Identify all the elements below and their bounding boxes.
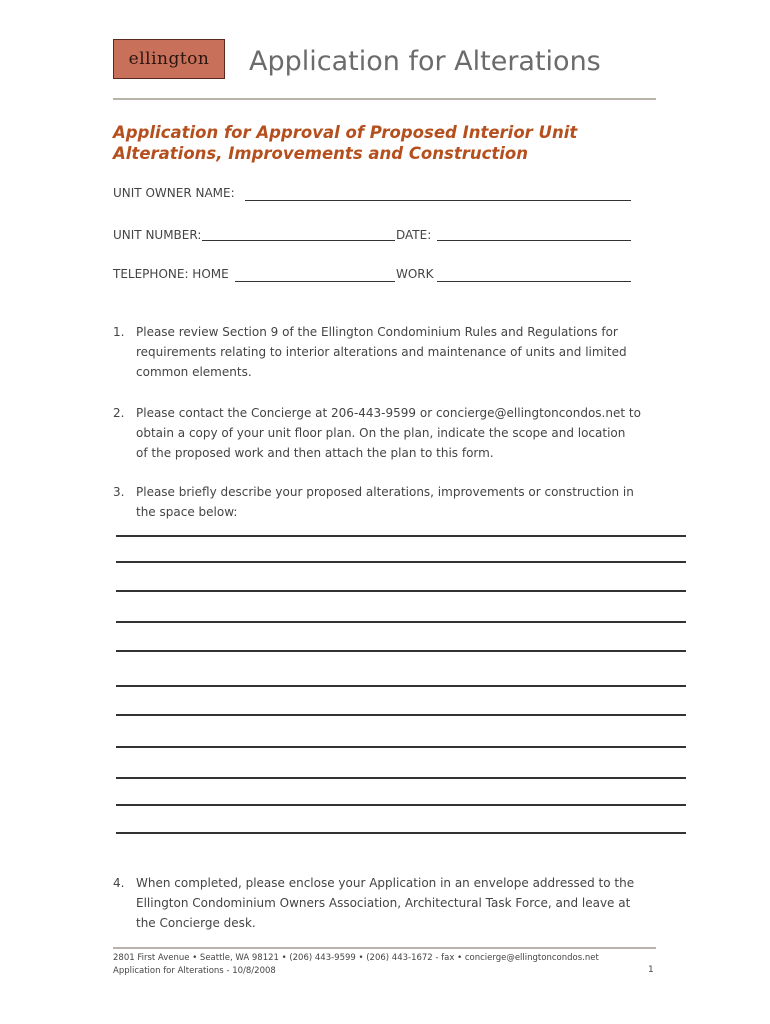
item-text-line: When completed, please enclose your Application in an envelope addressed to the <box>136 876 635 890</box>
item-text-line: requirements relating to interior alterations and maintenance of units and limited <box>136 345 627 359</box>
date-label: DATE: <box>396 228 432 242</box>
description-line[interactable] <box>116 535 686 537</box>
description-line[interactable] <box>116 590 686 592</box>
item-text-line: common elements. <box>136 365 252 379</box>
item-text-line: Ellington Condominium Owners Association, Architectural Task Force, and leave at <box>136 896 631 910</box>
description-line[interactable] <box>116 777 686 779</box>
item-number: 3. <box>113 485 125 499</box>
owner-name-field[interactable] <box>245 200 631 201</box>
description-line[interactable] <box>116 685 686 687</box>
item-number: 2. <box>113 406 125 420</box>
telephone-home-field[interactable] <box>235 281 395 282</box>
item-text-line: Please contact the Concierge at 206-443-9599 or concierge@ellingtoncondos.net to <box>136 406 641 420</box>
item-text-line: the Concierge desk. <box>136 916 256 930</box>
footer-address: 2801 First Avenue • Seattle, WA 98121 • (206) 443-9599 • (206) 443-1672 - fax • concierge@ellingtoncondos.net <box>113 953 599 963</box>
header-divider <box>113 98 656 100</box>
item-text-line: Please briefly describe your proposed alterations, improvements or construction in <box>136 485 634 499</box>
footer-divider <box>113 947 656 949</box>
instruction-item-2 <box>113 403 658 465</box>
telephone-work-field[interactable] <box>437 281 631 282</box>
description-line[interactable] <box>116 621 686 623</box>
instruction-item-4 <box>113 873 658 935</box>
description-line[interactable] <box>116 650 686 652</box>
item-number: 4. <box>113 876 125 890</box>
item-number: 1. <box>113 325 125 339</box>
description-line[interactable] <box>116 746 686 748</box>
ellington-logo <box>113 39 225 79</box>
instruction-item-3 <box>113 482 658 524</box>
unit-number-label: UNIT NUMBER: <box>113 228 202 242</box>
description-line[interactable] <box>116 804 686 806</box>
document-title: Application for Alterations <box>249 46 601 77</box>
instruction-item-1 <box>113 322 658 384</box>
telephone-work-label: WORK <box>396 267 434 281</box>
item-text-line: of the proposed work and then attach the plan to this form. <box>136 446 494 460</box>
page-number: 1 <box>648 965 654 975</box>
item-text-line: obtain a copy of your unit floor plan. On the plan, indicate the scope and location <box>136 426 626 440</box>
footer-doc-ref: Application for Alterations - 10/8/2008 <box>113 966 276 976</box>
item-text-line: the space below: <box>136 505 238 519</box>
description-line[interactable] <box>116 561 686 563</box>
owner-name-label: UNIT OWNER NAME: <box>113 186 235 200</box>
item-text-line: Please review Section 9 of the Ellington Condominium Rules and Regulations for <box>136 325 618 339</box>
description-line[interactable] <box>116 832 686 834</box>
form-subtitle <box>113 122 653 164</box>
telephone-home-label: TELEPHONE: HOME <box>113 267 229 281</box>
date-field[interactable] <box>437 240 631 241</box>
logo-text: ellington <box>128 49 210 69</box>
subtitle-line-1: Application for Approval of Proposed Interior Unit <box>113 123 578 142</box>
subtitle-line-2: Alterations, Improvements and Construction <box>113 144 529 163</box>
unit-number-field[interactable] <box>202 240 395 241</box>
description-line[interactable] <box>116 714 686 716</box>
